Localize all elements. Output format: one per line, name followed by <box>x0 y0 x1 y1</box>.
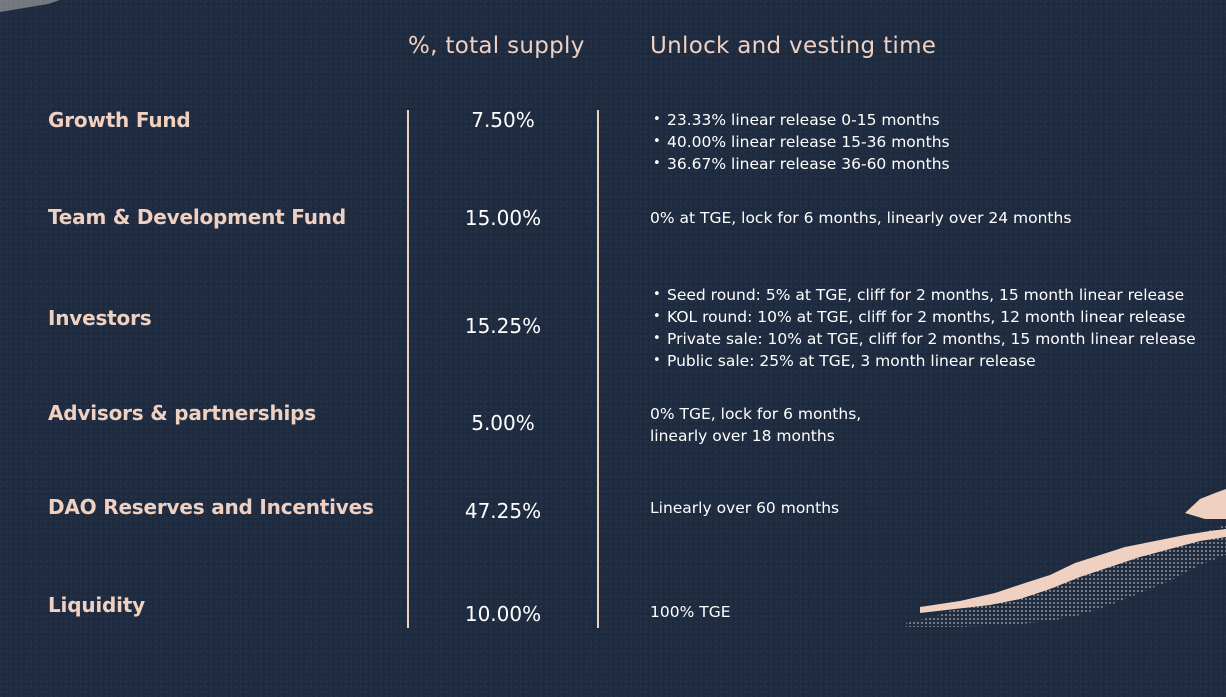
row-percent-dao-reserves-incentives: 47.25% <box>464 499 542 523</box>
vesting-line: 0% at TGE, lock for 6 months, linearly over 24 months <box>650 209 1072 227</box>
row-name-dao-reserves-incentives: DAO Reserves and Incentives <box>48 495 374 519</box>
vesting-bullet: • Private sale: 10% at TGE, cliff for 2 months, 15 month linear release <box>650 328 1196 350</box>
vesting-bullet: • KOL round: 10% at TGE, cliff for 2 months, 12 month linear release <box>650 306 1196 328</box>
vesting-line: 100% TGE <box>650 603 731 621</box>
row-detail-dao-reserves-incentives <box>650 497 839 519</box>
row-percent-advisors-partnerships: 5.00% <box>471 411 535 435</box>
row-percent-growth-fund: 7.50% <box>471 108 535 132</box>
torn-paper-decoration-top <box>0 0 70 14</box>
row-name-investors: Investors <box>48 306 152 330</box>
row-name-liquidity: Liquidity <box>48 593 145 617</box>
column-divider-right <box>597 110 599 628</box>
row-percent-liquidity: 10.00% <box>464 602 542 626</box>
header-unlock-vesting-time: Unlock and vesting time <box>650 33 937 59</box>
row-name-team-development-fund: Team & Development Fund <box>48 205 346 229</box>
row-detail-team-development-fund <box>650 207 1071 229</box>
row-detail-growth-fund <box>650 109 950 175</box>
row-name-growth-fund: Growth Fund <box>48 108 191 132</box>
vesting-bullet: • 40.00% linear release 15-36 months <box>650 131 950 153</box>
row-name-advisors-partnerships: Advisors & partnerships <box>48 401 316 425</box>
vesting-line: Linearly over 60 months <box>650 499 840 517</box>
row-percent-team-development-fund: 15.00% <box>464 206 542 230</box>
row-detail-liquidity <box>650 601 731 623</box>
vesting-line: linearly over 18 months <box>650 427 835 445</box>
vesting-bullet: • Seed round: 5% at TGE, cliff for 2 months, 15 month linear release <box>650 284 1196 306</box>
vesting-bullet: • 23.33% linear release 0-15 months <box>650 109 950 131</box>
column-divider-left <box>407 110 409 628</box>
row-detail-advisors-partnerships <box>650 403 861 447</box>
vesting-bullet: • Public sale: 25% at TGE, 3 month linear release <box>650 350 1196 372</box>
vesting-bullet: • 36.67% linear release 36-60 months <box>650 153 950 175</box>
torn-paper-decoration-bottom <box>900 485 1226 630</box>
header-percent-total-supply: %, total supply <box>408 33 585 59</box>
row-percent-investors: 15.25% <box>464 314 542 338</box>
row-detail-investors <box>650 284 1196 372</box>
vesting-line: 0% TGE, lock for 6 months, <box>650 405 862 423</box>
